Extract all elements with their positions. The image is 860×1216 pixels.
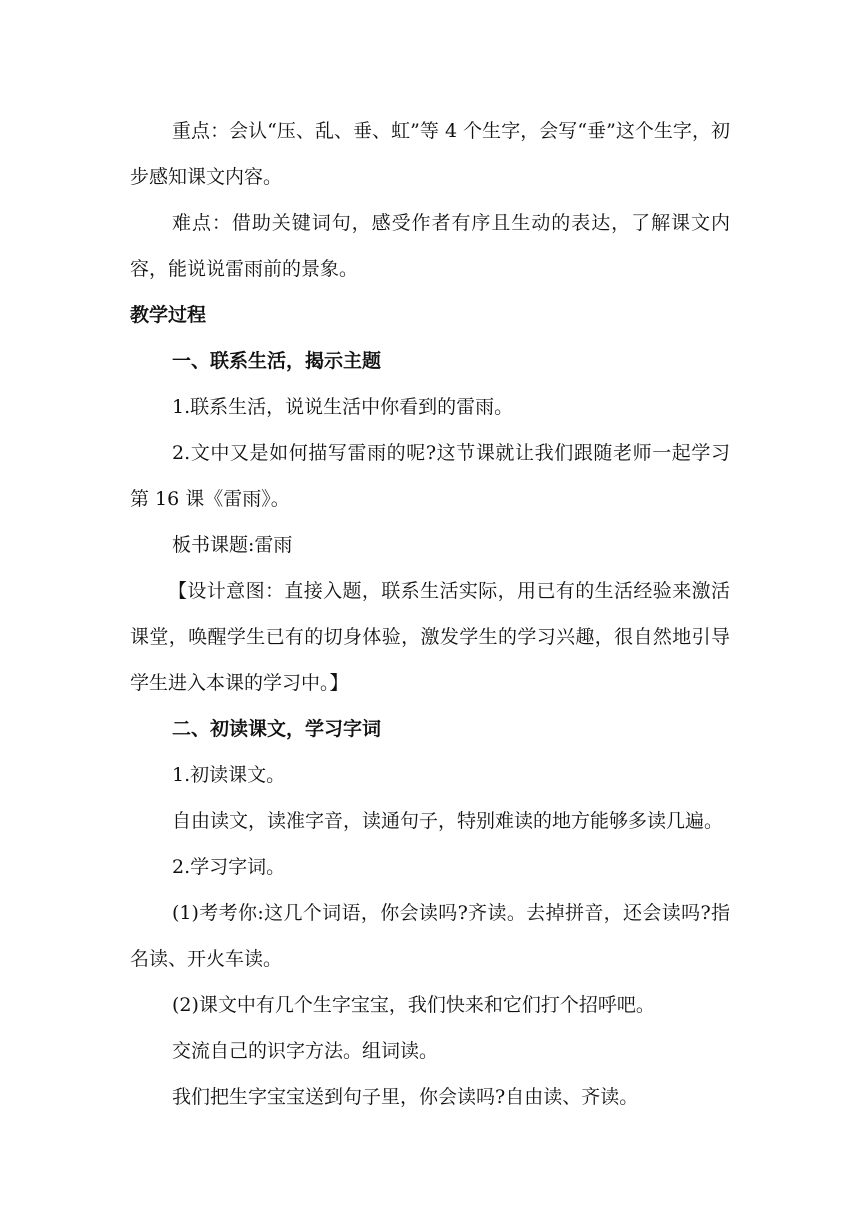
- exchange-method-paragraph: 交流自己的识字方法。组词读。: [172, 1040, 439, 1062]
- free-reading-paragraph: 自由读文，读准字音，读通句子，特别难读的地方能够多读几遍。: [172, 810, 724, 832]
- reading-step-2: 2.学习字词。: [172, 856, 286, 878]
- sentence-reading-paragraph: 我们把生字宝宝送到句子里，你会读吗?自由读、齐读。: [172, 1086, 639, 1108]
- section-heading-teaching-process: 教学过程: [130, 304, 207, 326]
- step-2-paragraph: 2.文中又是如何描写雷雨的呢?这节课就让我们跟随老师一起学习第 16 课《雷雨》。: [130, 442, 730, 510]
- subheading-part-two: 二、初读课文，学习字词: [172, 718, 382, 740]
- new-characters-paragraph: (2)课文中有几个生字宝宝，我们快来和它们打个招呼吧。: [172, 994, 655, 1016]
- step-1-paragraph: 1.联系生活，说说生活中你看到的雷雨。: [172, 396, 514, 418]
- document-page: [130, 108, 730, 1120]
- difficulties-paragraph: 难点：借助关键词句，感受作者有序且生动的表达，了解课文内容，能说说雷雨前的景象。: [130, 212, 730, 280]
- quiz-paragraph: (1)考考你:这几个词语，你会读吗?齐读。去掉拼音，还会读吗?指名读、开火车读。: [130, 902, 730, 970]
- reading-step-1: 1.初读课文。: [172, 764, 286, 786]
- key-points-paragraph: 重点：会认“压、乱、垂、虹”等 4 个生字，会写“垂”这个生字，初步感知课文内容。: [130, 120, 730, 188]
- board-title-paragraph: 板书课题:雷雨: [172, 534, 293, 556]
- design-intent-paragraph: 【设计意图：直接入题，联系生活实际，用已有的生活经验来激活课堂，唤醒学生已有的切身体验，激发学生的学习兴趣，很自然地引导学生进入本课的学习中。】: [130, 580, 730, 694]
- subheading-part-one: 一、联系生活，揭示主题: [172, 350, 382, 372]
